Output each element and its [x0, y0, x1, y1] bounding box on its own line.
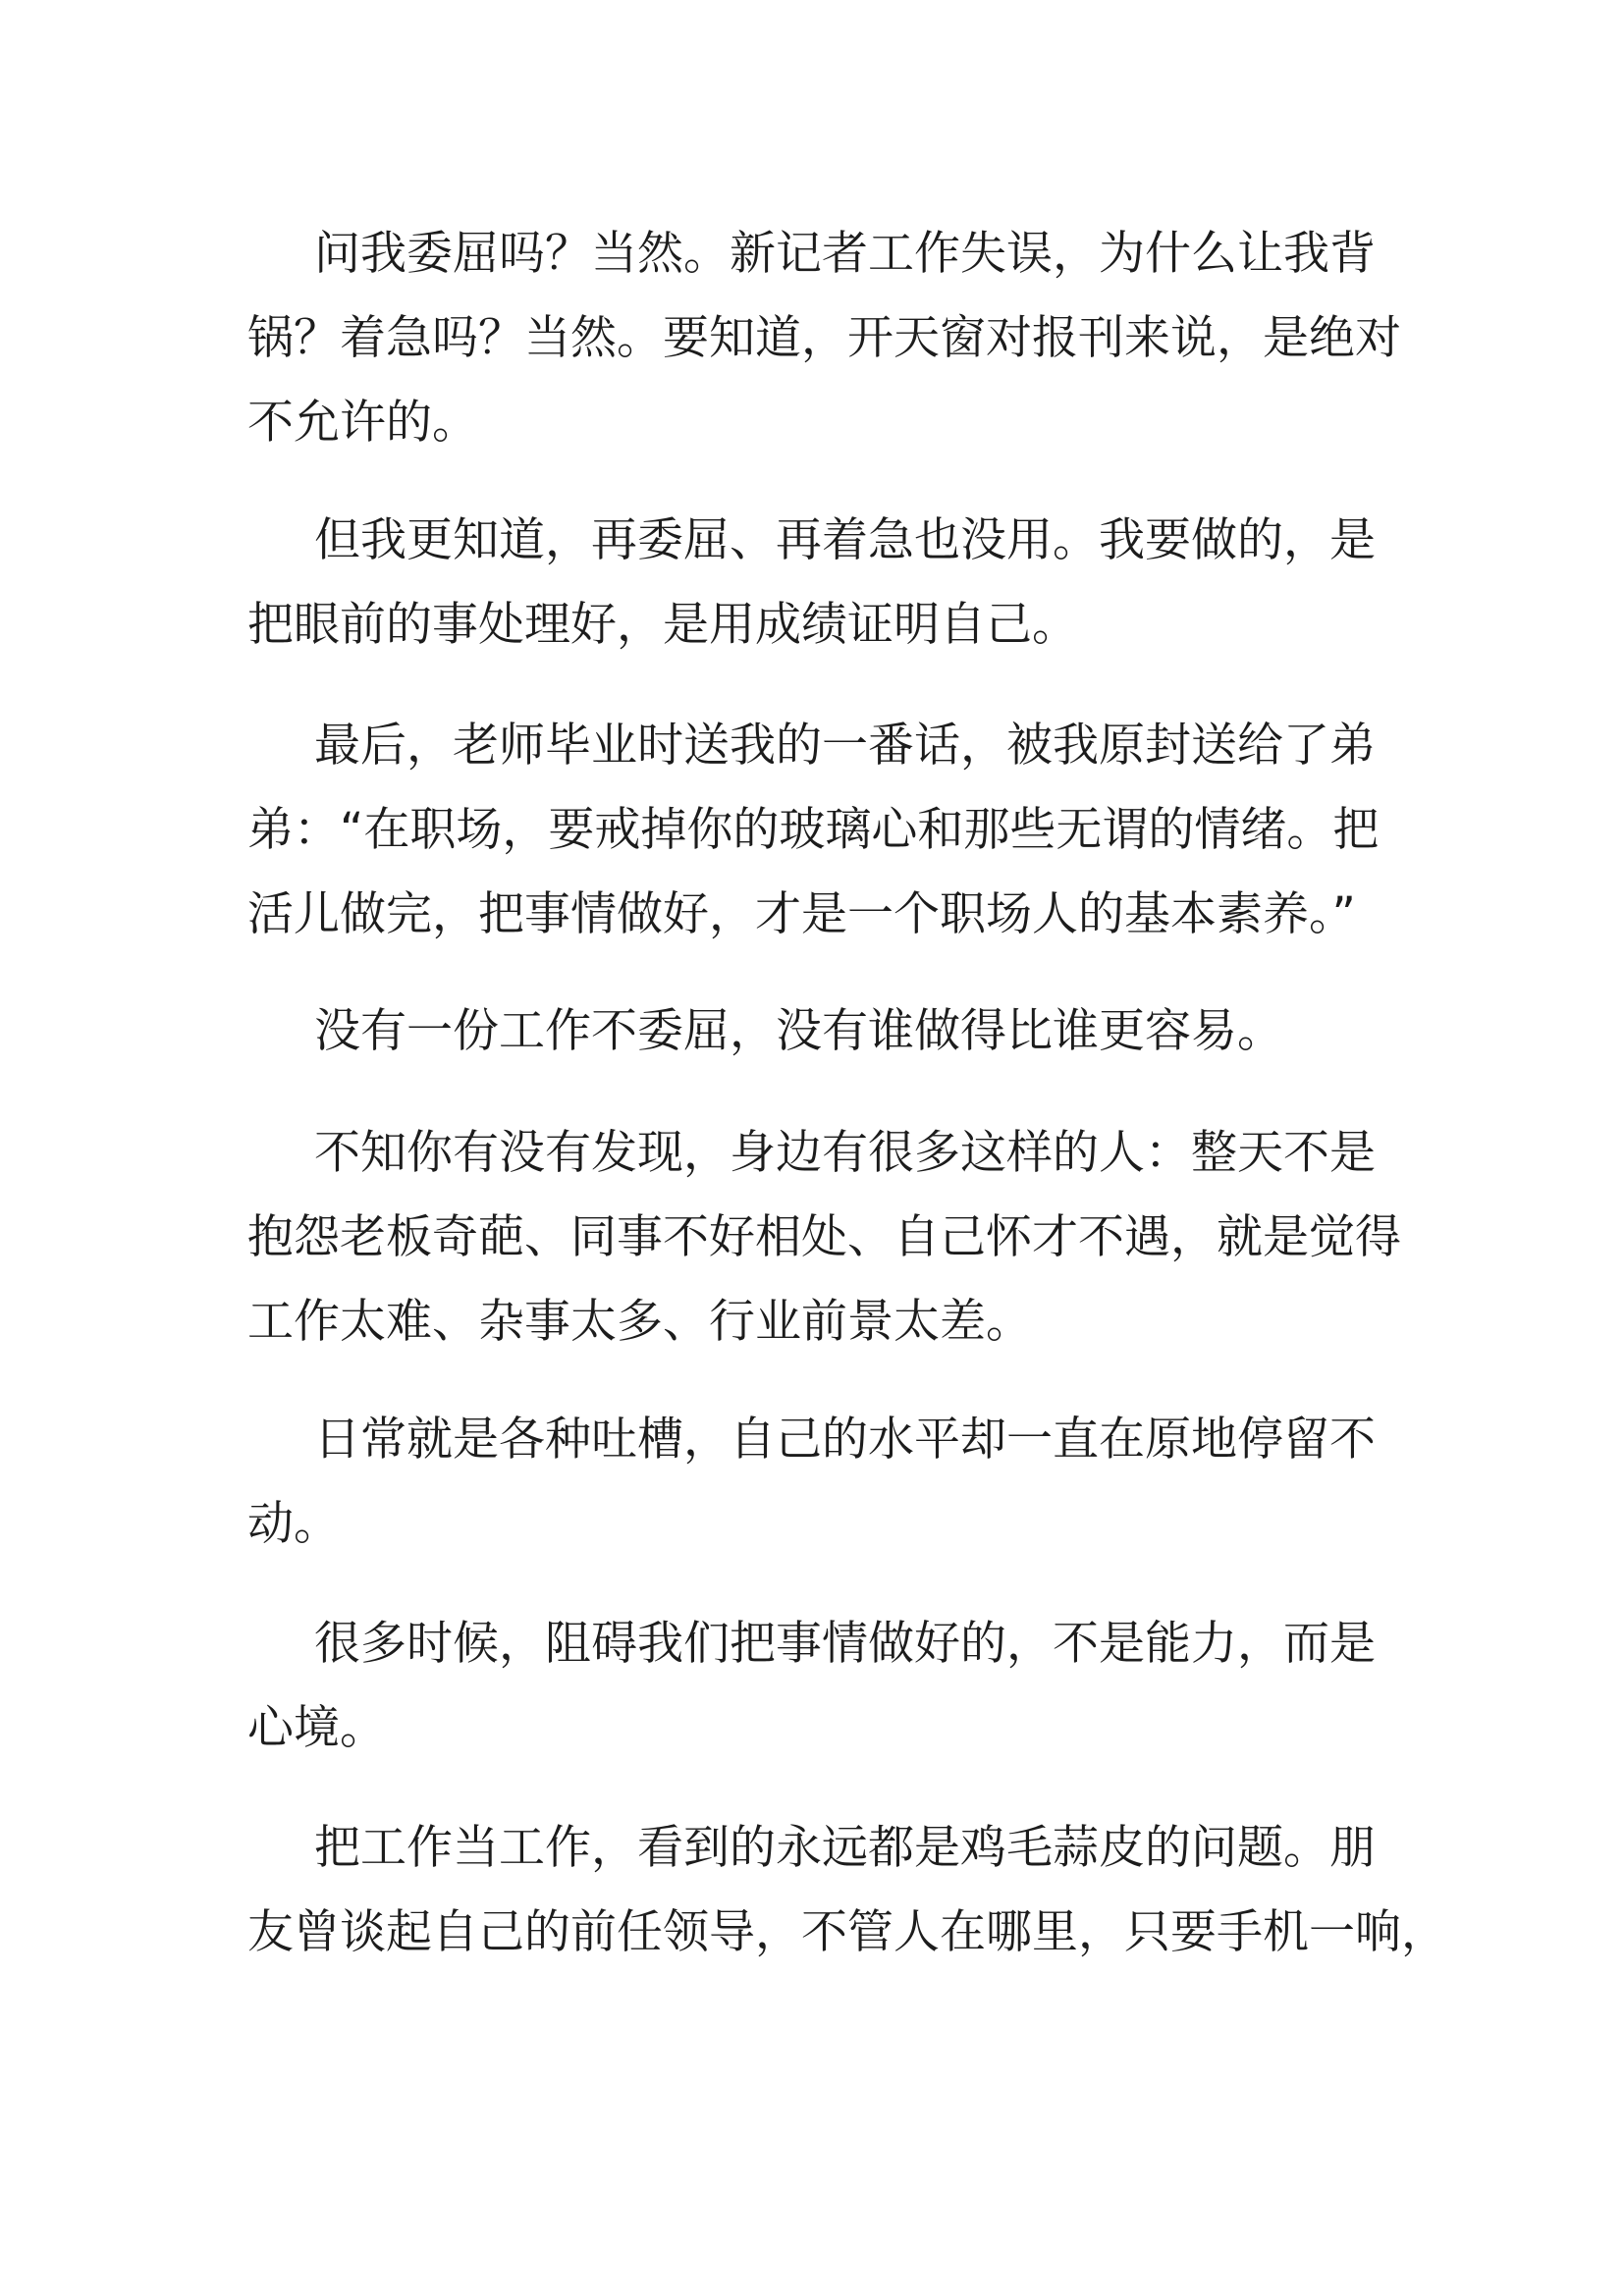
paragraph-2: [247, 499, 1406, 667]
paragraph-line: 把眼前的事处理好，是用成绩证明自己。: [247, 598, 1078, 652]
paragraph-line: 不知你有没有发现，身边有很多这样的人：整天不是: [314, 1126, 1376, 1180]
paragraph-line: 活儿做完，把事情做好，才是一个职场人的基本素养。”: [247, 887, 1356, 941]
paragraph-line: 心境。: [247, 1701, 386, 1755]
paragraph-line: 锅？着急吗？当然。要知道，开天窗对报刊来说，是绝对: [247, 311, 1401, 365]
paragraph-4: [247, 989, 1406, 1074]
paragraph-line: 很多时候，阻碍我们把事情做好的，不是能力，而是: [314, 1617, 1376, 1671]
paragraph-line: 抱怨老板奇葩、同事不好相处、自己怀才不遇，就是觉得: [247, 1210, 1401, 1264]
paragraph-line: 不允许的。: [247, 396, 478, 450]
paragraph-line: 把工作当工作，看到的永远都是鸡毛蒜皮的问题。朋: [314, 1821, 1376, 1875]
paragraph-line: 弟：“在职场，要戒掉你的玻璃心和那些无谓的情绪。把: [247, 803, 1380, 857]
paragraph-line: 日常就是各种吐槽，自己的水平却一直在原地停留不: [314, 1413, 1376, 1467]
paragraph-3: [247, 704, 1406, 957]
paragraph-line: 问我委屈吗？当然。新记者工作失误，为什么让我背: [314, 227, 1376, 281]
paragraph-line: 工作太难、杂事太多、行业前景太差。: [247, 1295, 1032, 1349]
paragraph-line: 最后，老师毕业时送我的一番话，被我原封送给了弟: [314, 719, 1376, 773]
paragraph-1: [247, 212, 1406, 465]
paragraph-line: 但我更知道，再委屈、再着急也没用。我要做的，是: [314, 513, 1376, 567]
paragraph-7: [247, 1602, 1406, 1771]
paragraph-line: 友曾谈起自己的前任领导，不管人在哪里，只要手机一响，: [247, 1905, 1447, 1959]
paragraph-6: [247, 1398, 1406, 1567]
paragraph-line: 没有一份工作不委屈，没有谁做得比谁更容易。: [314, 1004, 1283, 1058]
paragraph-line: 动。: [247, 1497, 340, 1551]
paragraph-8: [247, 1806, 1447, 1975]
paragraph-5: [247, 1111, 1406, 1364]
